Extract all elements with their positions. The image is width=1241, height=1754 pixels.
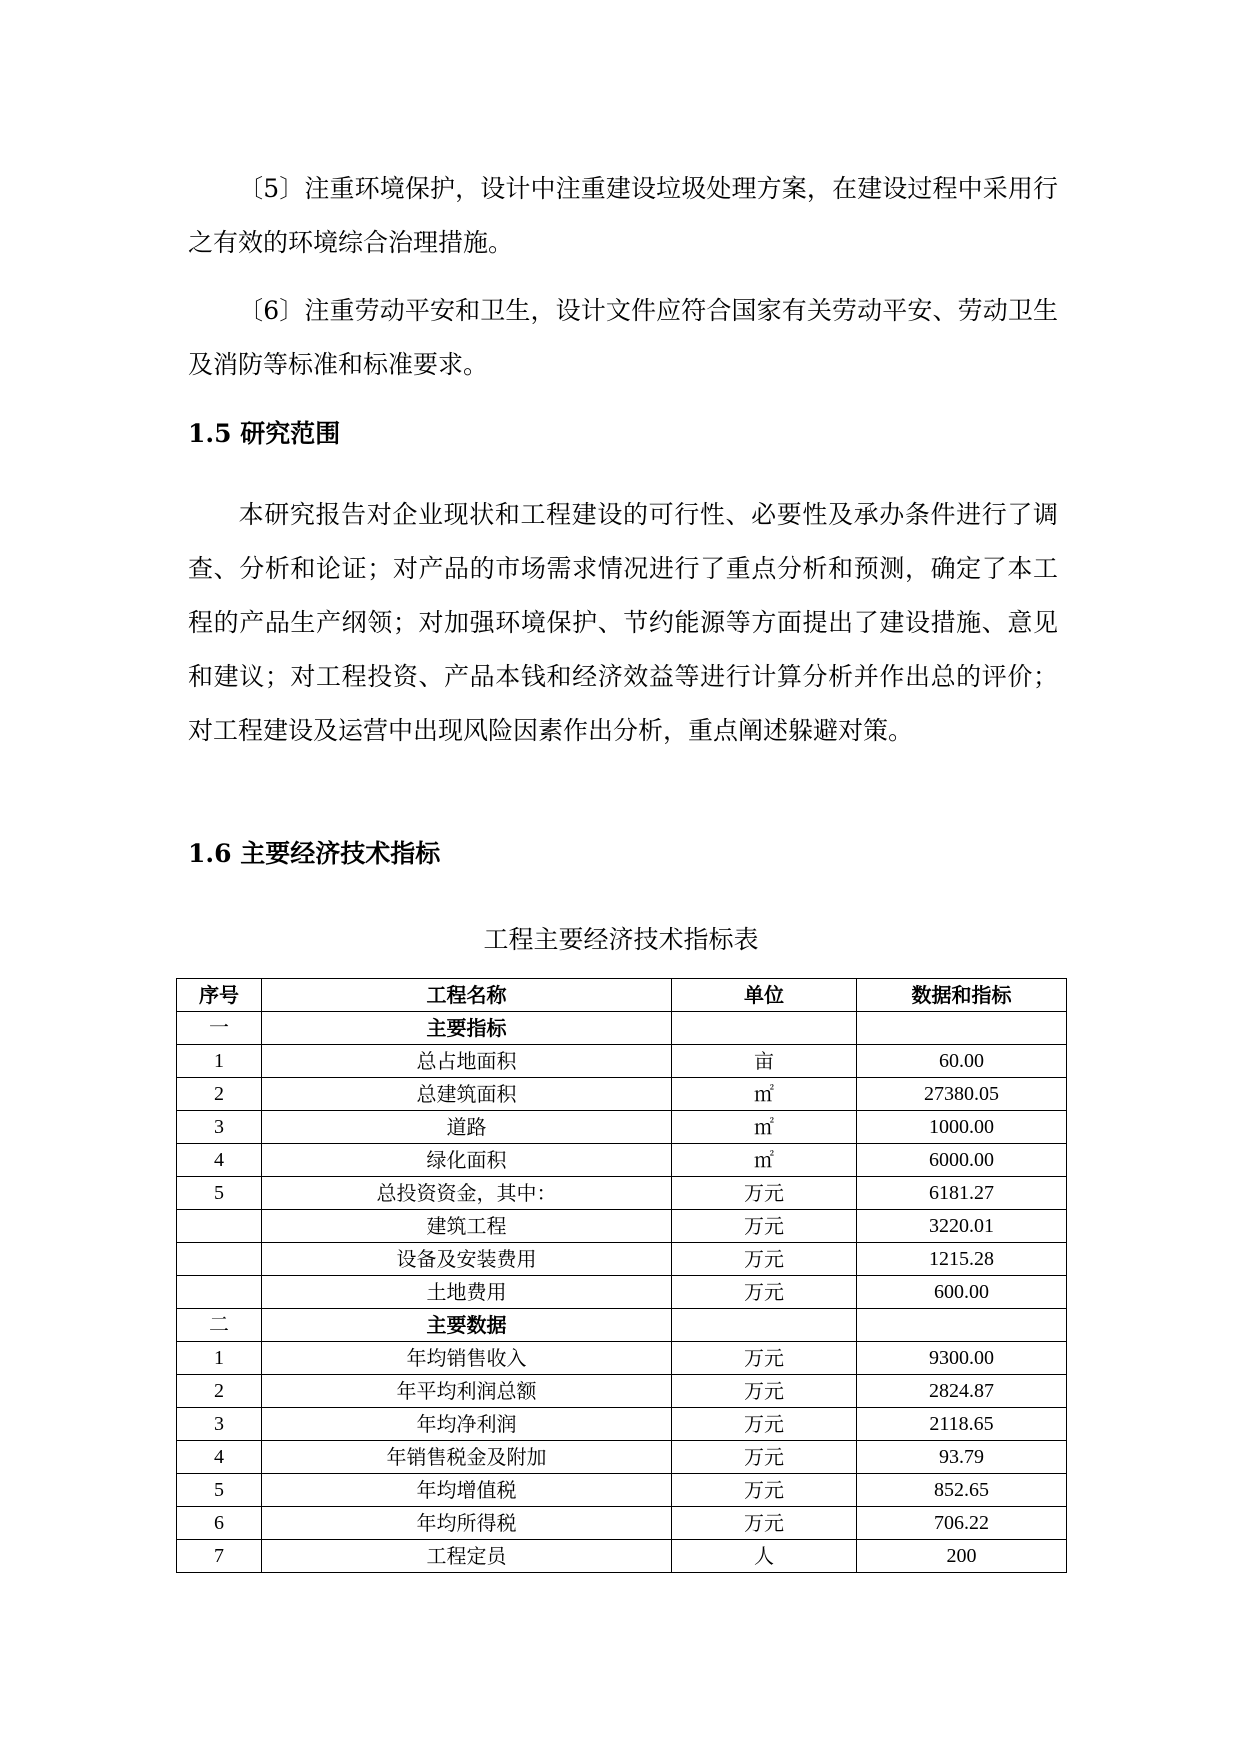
cell-name: 主要指标 bbox=[262, 1012, 672, 1045]
paragraph-safety-text: 〔6〕注重劳动平安和卫生，设计文件应符合国家有关劳动平安、劳动卫生及消防等标准和标准要求。 bbox=[188, 296, 1058, 379]
heading-economic-indicators: 1.6 主要经济技术指标 bbox=[188, 839, 441, 868]
cell-name: 总建筑面积 bbox=[262, 1078, 672, 1111]
cell-name: 绿化面积 bbox=[262, 1144, 672, 1177]
cell-value: 60.00 bbox=[857, 1045, 1067, 1078]
cell-no: 6 bbox=[177, 1507, 262, 1540]
cell-no: 5 bbox=[177, 1474, 262, 1507]
header-unit: 单位 bbox=[672, 979, 857, 1012]
cell-unit: ㎡ bbox=[672, 1144, 857, 1177]
paragraph-research-scope bbox=[188, 488, 1058, 758]
table-body bbox=[177, 1012, 1067, 1573]
table-row bbox=[177, 1375, 1067, 1408]
cell-unit: 万元 bbox=[672, 1210, 857, 1243]
cell-value bbox=[857, 1309, 1067, 1342]
table-caption: 工程主要经济技术指标表 bbox=[483, 925, 759, 954]
table-row bbox=[177, 1540, 1067, 1573]
cell-name: 年销售税金及附加 bbox=[262, 1441, 672, 1474]
cell-name: 设备及安装费用 bbox=[262, 1243, 672, 1276]
cell-no: 7 bbox=[177, 1540, 262, 1573]
cell-name: 道路 bbox=[262, 1111, 672, 1144]
table-row bbox=[177, 1078, 1067, 1111]
paragraph-research-scope-text: 本研究报告对企业现状和工程建设的可行性、必要性及承办条件进行了调查、分析和论证；对产品的市场需求情况进行了重点分析和预测，确定了本工程的产品生产纲领；对加强环境保护、节约能源等方面提出了建设措施、意见和建议；对工程投资、产品本钱和经济效益等进行计算分析并作出总的评价；对工程建设及运营中出现风险因素作出分析，重点阐述躲避对策。 bbox=[188, 500, 1058, 745]
cell-name: 年均销售收入 bbox=[262, 1342, 672, 1375]
cell-unit: 万元 bbox=[672, 1276, 857, 1309]
cell-value: 6000.00 bbox=[857, 1144, 1067, 1177]
table-header-row bbox=[177, 979, 1067, 1012]
table-row bbox=[177, 1111, 1067, 1144]
cell-unit: 万元 bbox=[672, 1342, 857, 1375]
header-no: 序号 bbox=[177, 979, 262, 1012]
cell-value: 852.65 bbox=[857, 1474, 1067, 1507]
cell-value bbox=[857, 1012, 1067, 1045]
cell-value: 6181.27 bbox=[857, 1177, 1067, 1210]
cell-value: 200 bbox=[857, 1540, 1067, 1573]
cell-value: 27380.05 bbox=[857, 1078, 1067, 1111]
cell-name: 工程定员 bbox=[262, 1540, 672, 1573]
cell-no bbox=[177, 1276, 262, 1309]
table-row bbox=[177, 1441, 1067, 1474]
cell-name: 年均净利润 bbox=[262, 1408, 672, 1441]
table-row bbox=[177, 1045, 1067, 1078]
cell-no: 2 bbox=[177, 1375, 262, 1408]
table-row bbox=[177, 1144, 1067, 1177]
cell-no: 1 bbox=[177, 1342, 262, 1375]
cell-unit: ㎡ bbox=[672, 1078, 857, 1111]
cell-no: 2 bbox=[177, 1078, 262, 1111]
table-row bbox=[177, 1276, 1067, 1309]
cell-name: 总投资资金，其中： bbox=[262, 1177, 672, 1210]
cell-value: 1000.00 bbox=[857, 1111, 1067, 1144]
cell-name: 年均所得税 bbox=[262, 1507, 672, 1540]
cell-unit: 万元 bbox=[672, 1408, 857, 1441]
cell-unit: 万元 bbox=[672, 1507, 857, 1540]
table-row bbox=[177, 1177, 1067, 1210]
cell-no bbox=[177, 1243, 262, 1276]
cell-unit: 万元 bbox=[672, 1441, 857, 1474]
cell-unit: 人 bbox=[672, 1540, 857, 1573]
cell-no: 3 bbox=[177, 1408, 262, 1441]
cell-no: 1 bbox=[177, 1045, 262, 1078]
cell-value: 93.79 bbox=[857, 1441, 1067, 1474]
cell-no: 4 bbox=[177, 1441, 262, 1474]
cell-unit: 万元 bbox=[672, 1474, 857, 1507]
cell-name: 建筑工程 bbox=[262, 1210, 672, 1243]
cell-unit: 万元 bbox=[672, 1375, 857, 1408]
cell-name: 土地费用 bbox=[262, 1276, 672, 1309]
cell-value: 706.22 bbox=[857, 1507, 1067, 1540]
cell-no: 5 bbox=[177, 1177, 262, 1210]
cell-unit bbox=[672, 1012, 857, 1045]
cell-value: 9300.00 bbox=[857, 1342, 1067, 1375]
cell-no bbox=[177, 1210, 262, 1243]
heading-research-scope: 1.5 研究范围 bbox=[188, 419, 341, 448]
table-section-row bbox=[177, 1309, 1067, 1342]
paragraph-environment-text: 〔5〕注重环境保护，设计中注重建设垃圾处理方案，在建设过程中采用行之有效的环境综合治理措施。 bbox=[188, 174, 1058, 257]
table-row bbox=[177, 1408, 1067, 1441]
table-row bbox=[177, 1210, 1067, 1243]
header-name: 工程名称 bbox=[262, 979, 672, 1012]
cell-unit: 万元 bbox=[672, 1177, 857, 1210]
table-row bbox=[177, 1474, 1067, 1507]
cell-name: 年平均利润总额 bbox=[262, 1375, 672, 1408]
cell-name: 总占地面积 bbox=[262, 1045, 672, 1078]
cell-name: 年均增值税 bbox=[262, 1474, 672, 1507]
table-row bbox=[177, 1507, 1067, 1540]
cell-unit: 亩 bbox=[672, 1045, 857, 1078]
table-section-row bbox=[177, 1012, 1067, 1045]
cell-value: 600.00 bbox=[857, 1276, 1067, 1309]
cell-unit: ㎡ bbox=[672, 1111, 857, 1144]
cell-unit: 万元 bbox=[672, 1243, 857, 1276]
paragraph-environment bbox=[188, 162, 1058, 270]
cell-value: 3220.01 bbox=[857, 1210, 1067, 1243]
cell-no: 3 bbox=[177, 1111, 262, 1144]
cell-no: 一 bbox=[177, 1012, 262, 1045]
cell-unit bbox=[672, 1309, 857, 1342]
cell-value: 2118.65 bbox=[857, 1408, 1067, 1441]
cell-value: 1215.28 bbox=[857, 1243, 1067, 1276]
cell-no: 二 bbox=[177, 1309, 262, 1342]
cell-name: 主要数据 bbox=[262, 1309, 672, 1342]
table-row bbox=[177, 1342, 1067, 1375]
paragraph-safety bbox=[188, 284, 1058, 392]
indicators-table bbox=[176, 978, 1067, 1573]
cell-no: 4 bbox=[177, 1144, 262, 1177]
header-value: 数据和指标 bbox=[857, 979, 1067, 1012]
cell-value: 2824.87 bbox=[857, 1375, 1067, 1408]
table-row bbox=[177, 1243, 1067, 1276]
